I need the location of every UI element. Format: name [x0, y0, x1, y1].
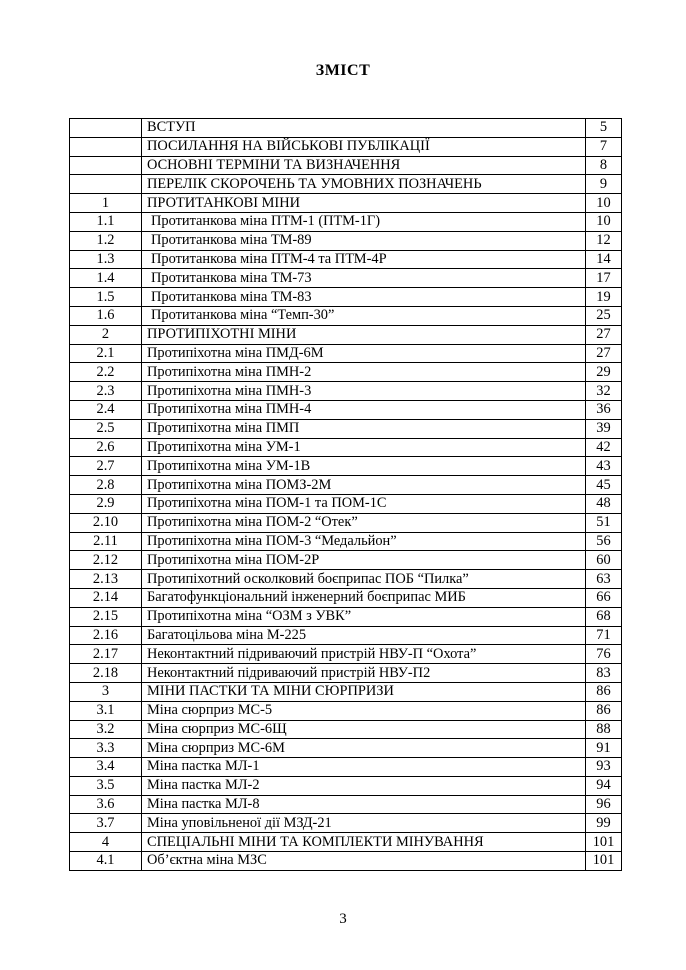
toc-section-title: Міна пастка МЛ-8 — [142, 795, 586, 814]
toc-page-number: 66 — [586, 588, 622, 607]
toc-section-title: Протипіхотна міна ПОМ-2 “Отек” — [142, 513, 586, 532]
toc-row — [70, 570, 622, 589]
toc-section-number — [70, 119, 142, 138]
toc-section-title: Протипіхотна міна ПОМ-2Р — [142, 551, 586, 570]
toc-section-number: 2.13 — [70, 570, 142, 589]
toc-section-title: Протипіхотна міна ПМД-6М — [142, 344, 586, 363]
toc-section-title: Неконтактний підриваючий пристрій НВУ-П2 — [142, 664, 586, 683]
toc-section-number: 2.6 — [70, 438, 142, 457]
toc-section-number: 4 — [70, 833, 142, 852]
toc-page-number: 48 — [586, 494, 622, 513]
toc-page-number: 83 — [586, 664, 622, 683]
toc-section-number: 1.3 — [70, 250, 142, 269]
page-title: ЗМІСТ — [315, 62, 371, 79]
toc-section-title: СПЕЦІАЛЬНІ МІНИ ТА КОМПЛЕКТИ МІНУВАННЯ — [142, 833, 586, 852]
toc-section-number: 2.9 — [70, 494, 142, 513]
toc-page-number: 68 — [586, 607, 622, 626]
toc-section-title: Міна сюрприз МС-6Щ — [142, 720, 586, 739]
toc-section-number: 1.1 — [70, 212, 142, 231]
toc-row — [70, 156, 622, 175]
toc-row — [70, 607, 622, 626]
toc-section-title: Протитанкова міна “Темп-30” — [142, 306, 586, 325]
toc-section-number — [70, 175, 142, 194]
toc-page-number: 96 — [586, 795, 622, 814]
toc-page-number: 101 — [586, 852, 622, 871]
toc-section-title: МІНИ ПАСТКИ ТА МІНИ СЮРПРИЗИ — [142, 682, 586, 701]
toc-row — [70, 852, 622, 871]
toc-section-title: Протитанкова міна ТМ-73 — [142, 269, 586, 288]
page-number: 3 — [339, 911, 347, 927]
toc-section-number: 3 — [70, 682, 142, 701]
toc-body — [70, 119, 622, 871]
toc-section-number: 2.15 — [70, 607, 142, 626]
toc-section-title: Об’єктна міна МЗС — [142, 852, 586, 871]
toc-section-number: 3.5 — [70, 776, 142, 795]
toc-section-title: ВСТУП — [142, 119, 586, 138]
toc-section-number: 3.6 — [70, 795, 142, 814]
toc-row — [70, 175, 622, 194]
toc-section-number: 2.5 — [70, 419, 142, 438]
toc-section-number: 2.3 — [70, 382, 142, 401]
toc-section-number: 3.3 — [70, 739, 142, 758]
toc-row — [70, 645, 622, 664]
toc-section-title: ПРОТИПІХОТНІ МІНИ — [142, 325, 586, 344]
toc-row — [70, 457, 622, 476]
toc-row — [70, 814, 622, 833]
toc-page-number: 12 — [586, 231, 622, 250]
toc-section-title: ПРОТИТАНКОВІ МІНИ — [142, 194, 586, 213]
toc-section-title: Неконтактний підриваючий пристрій НВУ-П “Охота” — [142, 645, 586, 664]
toc-section-title: Міна сюрприз МС-5 — [142, 701, 586, 720]
toc-page-number: 10 — [586, 194, 622, 213]
toc-page-number: 60 — [586, 551, 622, 570]
toc-row — [70, 626, 622, 645]
table-of-contents — [69, 118, 622, 871]
toc-section-title: Протипіхотна міна ПОМ-3 “Медальйон” — [142, 532, 586, 551]
toc-section-number — [70, 137, 142, 156]
toc-page-number: 27 — [586, 344, 622, 363]
toc-page-number: 63 — [586, 570, 622, 589]
toc-row — [70, 288, 622, 307]
toc-section-title: ПЕРЕЛІК СКОРОЧЕНЬ ТА УМОВНИХ ПОЗНАЧЕНЬ — [142, 175, 586, 194]
toc-page-number: 86 — [586, 701, 622, 720]
toc-section-number: 2.7 — [70, 457, 142, 476]
toc-section-title: Протипіхотна міна УМ-1 — [142, 438, 586, 457]
toc-section-title: Міна пастка МЛ-1 — [142, 758, 586, 777]
toc-section-title: ОСНОВНІ ТЕРМІНИ ТА ВИЗНАЧЕННЯ — [142, 156, 586, 175]
toc-row — [70, 231, 622, 250]
toc-section-number — [70, 156, 142, 175]
toc-page-number: 101 — [586, 833, 622, 852]
toc-section-title: Протитанкова міна ТМ-89 — [142, 231, 586, 250]
toc-row — [70, 344, 622, 363]
toc-row — [70, 269, 622, 288]
toc-section-title: Протипіхотна міна УМ-1В — [142, 457, 586, 476]
toc-section-number: 1 — [70, 194, 142, 213]
toc-page-number: 29 — [586, 363, 622, 382]
toc-row — [70, 382, 622, 401]
toc-section-number: 4.1 — [70, 852, 142, 871]
toc-section-title: Протипіхотна міна ПМН-2 — [142, 363, 586, 382]
toc-section-number: 2.2 — [70, 363, 142, 382]
toc-page-number: 25 — [586, 306, 622, 325]
toc-page-number: 71 — [586, 626, 622, 645]
toc-row — [70, 306, 622, 325]
toc-page-number: 51 — [586, 513, 622, 532]
toc-page-number: 76 — [586, 645, 622, 664]
toc-row — [70, 588, 622, 607]
toc-page-number: 19 — [586, 288, 622, 307]
toc-section-number: 3.1 — [70, 701, 142, 720]
toc-row — [70, 325, 622, 344]
toc-section-title: Протитанкова міна ПТМ-4 та ПТМ-4Р — [142, 250, 586, 269]
toc-page-number: 94 — [586, 776, 622, 795]
toc-row — [70, 758, 622, 777]
toc-row — [70, 494, 622, 513]
toc-section-title: Протипіхотна міна ПОМ-1 та ПОМ-1С — [142, 494, 586, 513]
toc-row — [70, 739, 622, 758]
toc-row — [70, 419, 622, 438]
toc-page-number: 93 — [586, 758, 622, 777]
toc-section-number: 2.17 — [70, 645, 142, 664]
toc-section-title: Протитанкова міна ТМ-83 — [142, 288, 586, 307]
toc-page-number: 43 — [586, 457, 622, 476]
toc-page-number: 36 — [586, 400, 622, 419]
toc-section-title: Протипіхотна міна ПМН-4 — [142, 400, 586, 419]
toc-row — [70, 795, 622, 814]
toc-row — [70, 664, 622, 683]
toc-section-title: Міна сюрприз МС-6М — [142, 739, 586, 758]
toc-page-number: 10 — [586, 212, 622, 231]
toc-section-number: 3.4 — [70, 758, 142, 777]
toc-row — [70, 476, 622, 495]
toc-page-number: 5 — [586, 119, 622, 138]
toc-page-number: 42 — [586, 438, 622, 457]
toc-section-title: Протипіхотна міна ПОМЗ-2М — [142, 476, 586, 495]
toc-section-title: Міна уповільненої дії МЗД-21 — [142, 814, 586, 833]
toc-section-title: Міна пастка МЛ-2 — [142, 776, 586, 795]
toc-page-number: 88 — [586, 720, 622, 739]
toc-section-number: 1.2 — [70, 231, 142, 250]
toc-section-number: 2.18 — [70, 664, 142, 683]
toc-row — [70, 532, 622, 551]
toc-section-title: ПОСИЛАННЯ НА ВІЙСЬКОВІ ПУБЛІКАЦІЇ — [142, 137, 586, 156]
toc-row — [70, 119, 622, 138]
toc-page-number: 86 — [586, 682, 622, 701]
toc-section-number: 2.11 — [70, 532, 142, 551]
toc-section-number: 2 — [70, 325, 142, 344]
toc-section-number: 2.4 — [70, 400, 142, 419]
toc-page-number: 39 — [586, 419, 622, 438]
toc-row — [70, 682, 622, 701]
toc-page-number: 27 — [586, 325, 622, 344]
toc-section-title: Протипіхотний осколковий боєприпас ПОБ “Пилка” — [142, 570, 586, 589]
toc-row — [70, 513, 622, 532]
toc-section-number: 1.6 — [70, 306, 142, 325]
toc-section-title: Багатофункціональний інженерний боєприпас МИБ — [142, 588, 586, 607]
toc-row — [70, 400, 622, 419]
toc-section-title: Протипіхотна міна “ОЗМ з УВК” — [142, 607, 586, 626]
toc-row — [70, 833, 622, 852]
toc-section-number: 1.5 — [70, 288, 142, 307]
toc-section-title: Протипіхотна міна ПМН-3 — [142, 382, 586, 401]
toc-page-number: 32 — [586, 382, 622, 401]
toc-row — [70, 720, 622, 739]
toc-section-number: 3.2 — [70, 720, 142, 739]
toc-row — [70, 194, 622, 213]
toc-section-number: 2.14 — [70, 588, 142, 607]
toc-row — [70, 212, 622, 231]
toc-row — [70, 137, 622, 156]
toc-row — [70, 438, 622, 457]
toc-page-number: 17 — [586, 269, 622, 288]
toc-page-number: 56 — [586, 532, 622, 551]
toc-page-number: 14 — [586, 250, 622, 269]
toc-page-number: 7 — [586, 137, 622, 156]
toc-section-number: 2.16 — [70, 626, 142, 645]
toc-section-number: 2.1 — [70, 344, 142, 363]
toc-page-number: 91 — [586, 739, 622, 758]
toc-row — [70, 551, 622, 570]
toc-section-number: 1.4 — [70, 269, 142, 288]
toc-row — [70, 250, 622, 269]
toc-row — [70, 776, 622, 795]
toc-row — [70, 363, 622, 382]
toc-page-number: 45 — [586, 476, 622, 495]
toc-section-title: Протитанкова міна ПТМ-1 (ПТМ-1Г) — [142, 212, 586, 231]
toc-section-title: Багатоцільова міна М-225 — [142, 626, 586, 645]
toc-page-number: 99 — [586, 814, 622, 833]
toc-page-number: 8 — [586, 156, 622, 175]
toc-row — [70, 701, 622, 720]
toc-section-number: 3.7 — [70, 814, 142, 833]
toc-page-number: 9 — [586, 175, 622, 194]
toc-section-title: Протипіхотна міна ПМП — [142, 419, 586, 438]
toc-section-number: 2.12 — [70, 551, 142, 570]
toc-section-number: 2.8 — [70, 476, 142, 495]
toc-section-number: 2.10 — [70, 513, 142, 532]
